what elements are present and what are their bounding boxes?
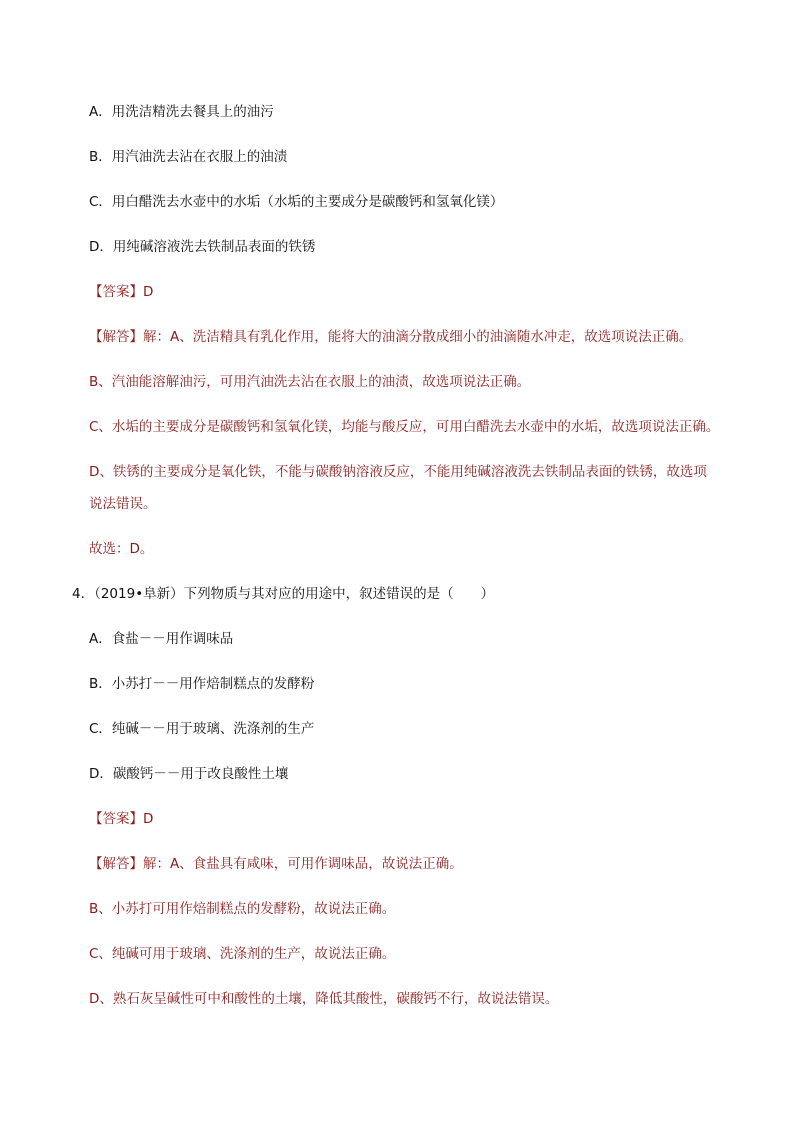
q4-option-a: A．食盐－－用作调味品 <box>89 631 234 647</box>
q4-analysis-line-3: C、纯碱可用于玻璃、洗涤剂的生产，故说法正确。 <box>89 946 396 962</box>
q4-answer-value: D <box>143 811 154 827</box>
q3-conclusion: 故选：D。 <box>89 541 154 557</box>
q4-stem: 4．（2019•阜新）下列物质与其对应的用途中，叙述错误的是（ ） <box>72 586 495 602</box>
q4-analysis-line-1 <box>89 855 463 873</box>
q4-answer <box>89 810 153 828</box>
q3-analysis-tag: 【解答】 <box>89 329 143 345</box>
q4-analysis-line-2: B、小苏打可用作焙制糕点的发酵粉，故说法正确。 <box>89 901 396 917</box>
q4-analysis-tag: 【解答】 <box>89 856 143 872</box>
q3-answer-tag: 【答案】 <box>89 284 143 300</box>
q3-option-c: C．用白醋洗去水壶中的水垢（水垢的主要成分是碳酸钙和氢氧化镁） <box>89 194 504 210</box>
q3-analysis-text-1: 解：A、洗洁精具有乳化作用，能将大的油滴分散成细小的油滴随水冲走，故选项说法正确。 <box>143 329 693 345</box>
q4-option-b: B．小苏打－－用作焙制糕点的发酵粉 <box>89 676 315 692</box>
q4-option-c: C．纯碱－－用于玻璃、洗涤剂的生产 <box>89 721 315 737</box>
q3-option-d: D．用纯碱溶液洗去铁制品表面的铁锈 <box>89 239 316 255</box>
q3-analysis-line-2: B、汽油能溶解油污，可用汽油洗去沾在衣服上的油渍，故选项说法正确。 <box>89 374 531 390</box>
q3-option-b: B．用汽油洗去沾在衣服上的油渍 <box>89 149 288 165</box>
q3-answer-value: D <box>143 284 154 300</box>
q4-answer-tag: 【答案】 <box>89 811 143 827</box>
q3-answer <box>89 283 153 301</box>
q4-analysis-text-1: 解：A、食盐具有咸味，可用作调味品，故说法正确。 <box>143 856 463 872</box>
q3-analysis-line-5: 说法错误。 <box>89 496 157 512</box>
q3-analysis-line-1 <box>89 328 692 346</box>
q3-analysis-line-4: D、铁锈的主要成分是氧化铁，不能与碳酸钠溶液反应，不能用纯碱溶液洗去铁制品表面的铁锈，故选项 <box>89 464 707 480</box>
q3-option-a: A．用洗洁精洗去餐具上的油污 <box>89 104 274 120</box>
q4-option-d: D．碳酸钙－－用于改良酸性土壤 <box>89 766 289 782</box>
q4-analysis-line-4: D、熟石灰呈碱性可中和酸性的土壤，降低其酸性，碳酸钙不行，故说法错误。 <box>89 991 559 1007</box>
q3-analysis-line-3: C、水垢的主要成分是碳酸钙和氢氧化镁，均能与酸反应，可用白醋洗去水壶中的水垢，故选项说法正确。 <box>89 419 720 435</box>
